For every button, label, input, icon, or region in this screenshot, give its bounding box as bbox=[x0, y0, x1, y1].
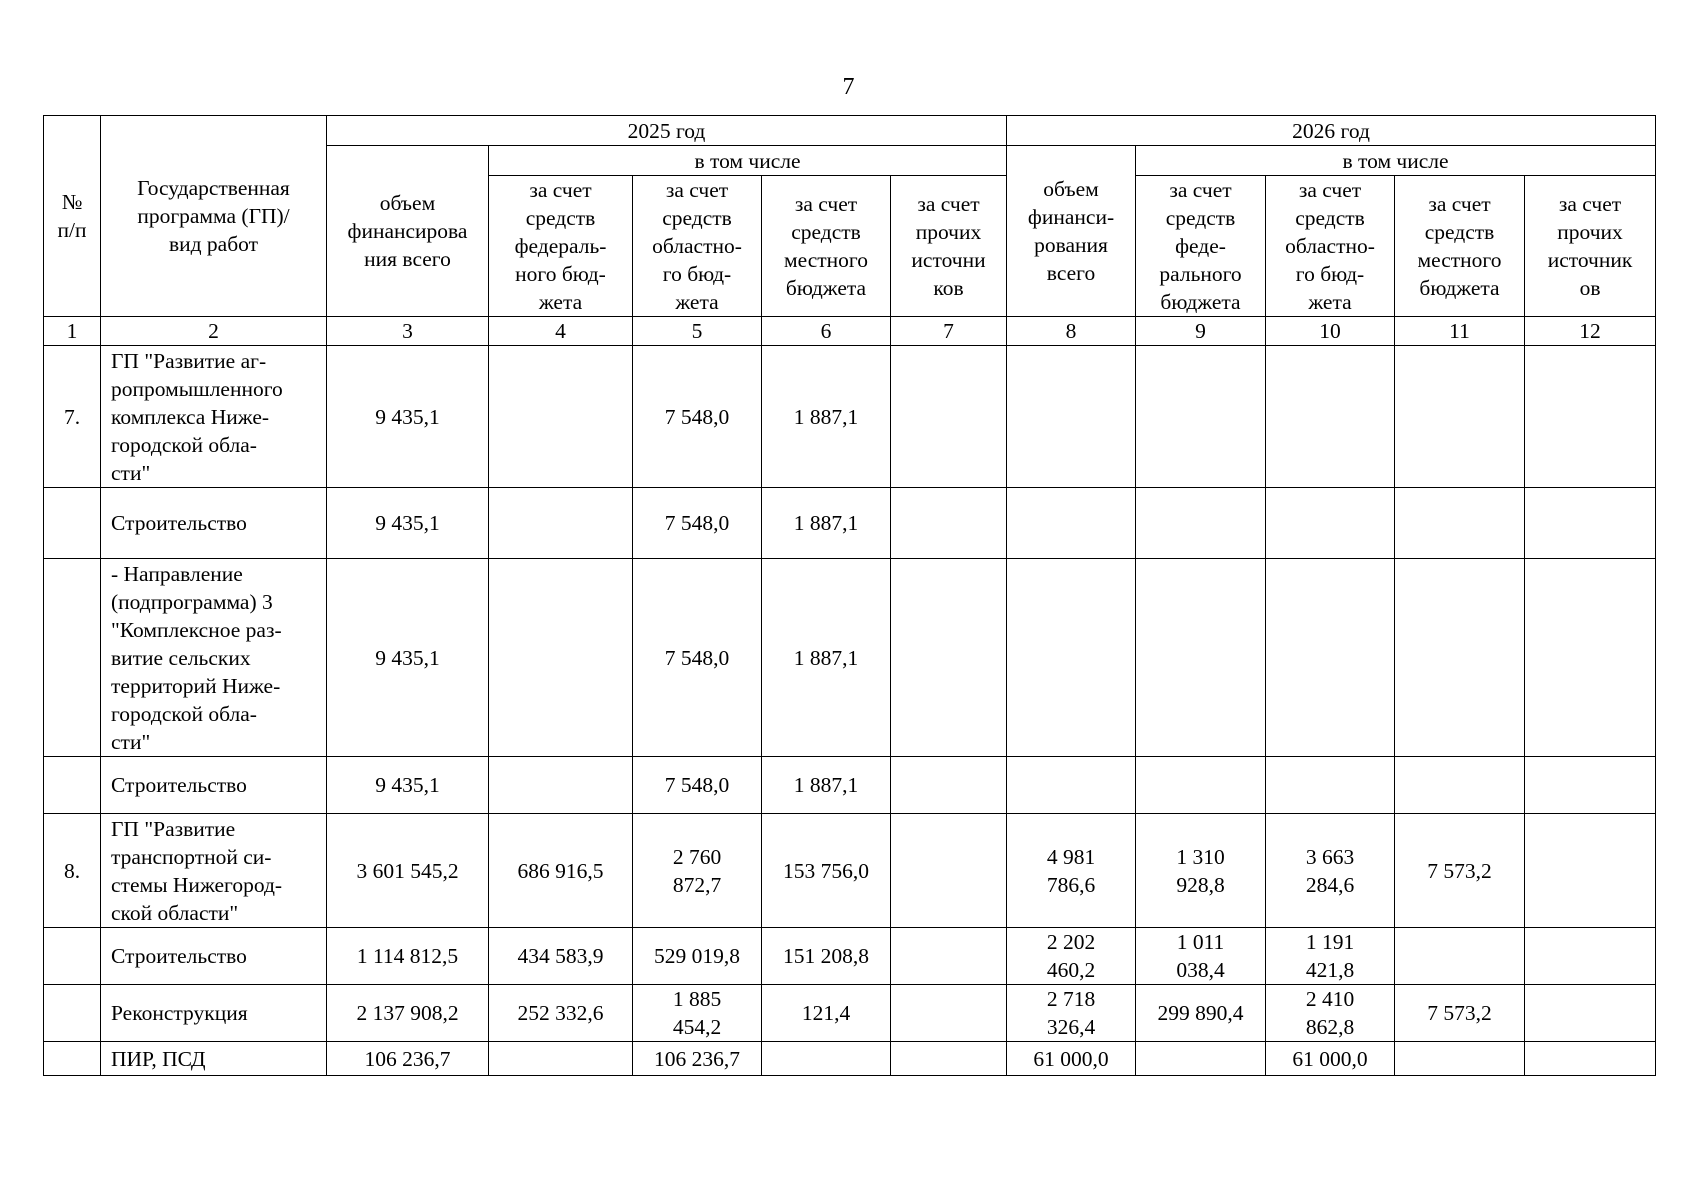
table-row bbox=[44, 346, 1656, 488]
value-cell: 2 137 908,2 bbox=[327, 985, 489, 1042]
value-cell bbox=[1136, 559, 1266, 757]
value-cell: 4 981 786,6 bbox=[1007, 814, 1136, 928]
value-cell: 434 583,9 bbox=[489, 928, 633, 985]
value-cell bbox=[489, 559, 633, 757]
value-cell bbox=[489, 757, 633, 814]
header-federal-2026: за счет средств феде- рального бюджета bbox=[1136, 176, 1266, 317]
value-cell bbox=[1525, 814, 1656, 928]
value-cell bbox=[1007, 346, 1136, 488]
value-cell bbox=[1525, 928, 1656, 985]
row-name: - Направление (подпрограмма) 3 "Комплексное раз- витие сельских территорий Ниже- городской обла- сти" bbox=[101, 559, 327, 757]
column-number: 1 bbox=[44, 317, 101, 346]
row-name: Реконструкция bbox=[101, 985, 327, 1042]
header-federal-2025: за счет средств федераль- ного бюд- жета bbox=[489, 176, 633, 317]
value-cell bbox=[762, 1042, 891, 1076]
value-cell: 1 887,1 bbox=[762, 488, 891, 559]
table-row bbox=[44, 814, 1656, 928]
value-cell: 1 191 421,8 bbox=[1266, 928, 1395, 985]
value-cell: 1 310 928,8 bbox=[1136, 814, 1266, 928]
value-cell: 7 548,0 bbox=[633, 488, 762, 559]
column-number: 11 bbox=[1395, 317, 1525, 346]
value-cell bbox=[1136, 757, 1266, 814]
value-cell: 9 435,1 bbox=[327, 559, 489, 757]
row-number bbox=[44, 928, 101, 985]
value-cell: 1 887,1 bbox=[762, 346, 891, 488]
header-total-2026: объем финанси- рования всего bbox=[1007, 146, 1136, 317]
value-cell: 529 019,8 bbox=[633, 928, 762, 985]
value-cell: 106 236,7 bbox=[633, 1042, 762, 1076]
value-cell: 2 718 326,4 bbox=[1007, 985, 1136, 1042]
header-other-2025: за счет прочих источни ков bbox=[891, 176, 1007, 317]
header-regional-2026: за счет средств областно- го бюд- жета bbox=[1266, 176, 1395, 317]
row-number: 7. bbox=[44, 346, 101, 488]
value-cell bbox=[1136, 1042, 1266, 1076]
value-cell bbox=[1395, 346, 1525, 488]
value-cell: 1 885 454,2 bbox=[633, 985, 762, 1042]
value-cell bbox=[1007, 488, 1136, 559]
value-cell: 7 548,0 bbox=[633, 757, 762, 814]
value-cell bbox=[489, 1042, 633, 1076]
row-number bbox=[44, 985, 101, 1042]
value-cell bbox=[891, 928, 1007, 985]
value-cell: 9 435,1 bbox=[327, 346, 489, 488]
value-cell: 1 887,1 bbox=[762, 757, 891, 814]
value-cell: 7 548,0 bbox=[633, 346, 762, 488]
value-cell: 3 601 545,2 bbox=[327, 814, 489, 928]
value-cell: 9 435,1 bbox=[327, 488, 489, 559]
table-row bbox=[44, 928, 1656, 985]
value-cell bbox=[1395, 928, 1525, 985]
value-cell bbox=[1395, 488, 1525, 559]
value-cell bbox=[891, 814, 1007, 928]
value-cell: 2 410 862,8 bbox=[1266, 985, 1395, 1042]
column-number: 7 bbox=[891, 317, 1007, 346]
value-cell bbox=[1395, 757, 1525, 814]
header-including-2025: в том числе bbox=[489, 146, 1007, 176]
value-cell bbox=[1525, 488, 1656, 559]
header-including-2026: в том числе bbox=[1136, 146, 1656, 176]
column-number: 12 bbox=[1525, 317, 1656, 346]
page-number: 7 bbox=[842, 74, 855, 100]
value-cell bbox=[1007, 559, 1136, 757]
value-cell bbox=[1266, 559, 1395, 757]
value-cell: 9 435,1 bbox=[327, 757, 489, 814]
row-number bbox=[44, 757, 101, 814]
column-number: 6 bbox=[762, 317, 891, 346]
value-cell bbox=[1266, 346, 1395, 488]
row-name: ГП "Развитие транспортной си- стемы Нижегород- ской области" bbox=[101, 814, 327, 928]
value-cell bbox=[891, 346, 1007, 488]
value-cell bbox=[1525, 757, 1656, 814]
value-cell bbox=[1395, 559, 1525, 757]
column-number: 8 bbox=[1007, 317, 1136, 346]
table-row bbox=[44, 488, 1656, 559]
table-row bbox=[44, 1042, 1656, 1076]
row-number bbox=[44, 1042, 101, 1076]
row-name: ПИР, ПСД bbox=[101, 1042, 327, 1076]
value-cell: 1 114 812,5 bbox=[327, 928, 489, 985]
column-number: 5 bbox=[633, 317, 762, 346]
row-name: ГП "Развитие аг- ропромышленного комплекса Ниже- городской обла- сти" bbox=[101, 346, 327, 488]
table-row bbox=[44, 757, 1656, 814]
header-local-2026: за счет средств местного бюджета bbox=[1395, 176, 1525, 317]
value-cell: 106 236,7 bbox=[327, 1042, 489, 1076]
budget-table bbox=[43, 115, 1656, 1076]
header-regional-2025: за счет средств областно- го бюд- жета bbox=[633, 176, 762, 317]
value-cell bbox=[489, 488, 633, 559]
value-cell: 686 916,5 bbox=[489, 814, 633, 928]
row-number bbox=[44, 559, 101, 757]
value-cell bbox=[1007, 757, 1136, 814]
value-cell: 1 011 038,4 bbox=[1136, 928, 1266, 985]
column-number: 10 bbox=[1266, 317, 1395, 346]
header-year-2025: 2025 год bbox=[327, 116, 1007, 146]
value-cell bbox=[1525, 346, 1656, 488]
value-cell bbox=[1525, 559, 1656, 757]
value-cell bbox=[1136, 346, 1266, 488]
value-cell bbox=[891, 985, 1007, 1042]
value-cell bbox=[1525, 1042, 1656, 1076]
header-year-2026: 2026 год bbox=[1007, 116, 1656, 146]
header-other-2026: за счет прочих источник ов bbox=[1525, 176, 1656, 317]
value-cell bbox=[1266, 757, 1395, 814]
value-cell bbox=[891, 488, 1007, 559]
table-row bbox=[44, 559, 1656, 757]
value-cell: 7 573,2 bbox=[1395, 985, 1525, 1042]
value-cell: 299 890,4 bbox=[1136, 985, 1266, 1042]
value-cell: 121,4 bbox=[762, 985, 891, 1042]
column-number: 9 bbox=[1136, 317, 1266, 346]
value-cell bbox=[891, 559, 1007, 757]
row-number bbox=[44, 488, 101, 559]
header-total-2025: объем финансирова ния всего bbox=[327, 146, 489, 317]
row-name: Строительство bbox=[101, 488, 327, 559]
value-cell bbox=[1525, 985, 1656, 1042]
value-cell: 2 760 872,7 bbox=[633, 814, 762, 928]
column-number: 4 bbox=[489, 317, 633, 346]
table-row bbox=[44, 985, 1656, 1042]
value-cell: 7 548,0 bbox=[633, 559, 762, 757]
column-number: 3 bbox=[327, 317, 489, 346]
value-cell: 2 202 460,2 bbox=[1007, 928, 1136, 985]
row-name: Строительство bbox=[101, 928, 327, 985]
value-cell: 7 573,2 bbox=[1395, 814, 1525, 928]
header-local-2025: за счет средств местного бюджета bbox=[762, 176, 891, 317]
value-cell: 61 000,0 bbox=[1266, 1042, 1395, 1076]
row-name: Строительство bbox=[101, 757, 327, 814]
header-program: Государственная программа (ГП)/ вид работ bbox=[101, 116, 327, 317]
value-cell: 1 887,1 bbox=[762, 559, 891, 757]
value-cell bbox=[1266, 488, 1395, 559]
value-cell: 61 000,0 bbox=[1007, 1042, 1136, 1076]
row-number: 8. bbox=[44, 814, 101, 928]
value-cell bbox=[891, 1042, 1007, 1076]
value-cell: 252 332,6 bbox=[489, 985, 633, 1042]
column-number: 2 bbox=[101, 317, 327, 346]
value-cell: 151 208,8 bbox=[762, 928, 891, 985]
value-cell bbox=[1136, 488, 1266, 559]
value-cell bbox=[1395, 1042, 1525, 1076]
value-cell bbox=[891, 757, 1007, 814]
column-numbers-row bbox=[44, 317, 1656, 346]
value-cell bbox=[489, 346, 633, 488]
header-row-number: № п/п bbox=[44, 116, 101, 317]
value-cell: 153 756,0 bbox=[762, 814, 891, 928]
value-cell: 3 663 284,6 bbox=[1266, 814, 1395, 928]
